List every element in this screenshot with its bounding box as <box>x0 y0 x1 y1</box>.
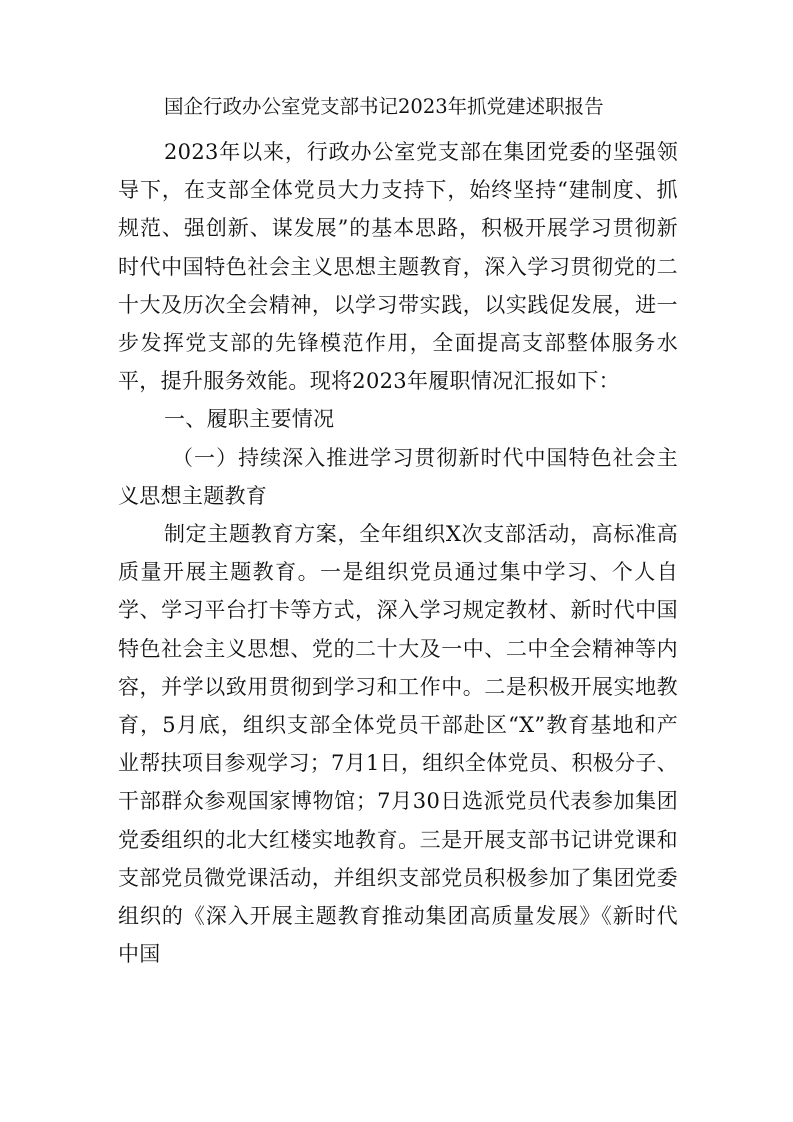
subsection-heading: （一）持续深入推进学习贯彻新时代中国特色社会主义思想主题教育 <box>118 445 678 508</box>
subsection-paragraph: 制定主题教育方案，全年组织X次支部活动，高标准高质量开展主题教育。一是组织党员通过集中学习、个人自学、学习平台打卡等方式，深入学习规定教材、新时代中国特色社会主义思想、党的二十大及一中、二中全会精神等内容，并学以致用贯彻到学习和工作中。二是积极开展实地教育，5月底，组织支部全体党员干部赴区“X”教育基地和产业帮扶项目参观学习；7月1日，组织全体党员、积极分子、干部群众参观国家博物馆；7月30日选派党员代表参加集团党委组织的北大红楼实地教育。三是开展支部书记讲党课和支部党员微党课活动，并组织支部党员积极参加了集团党委组织的《深入开展主题教育推动集团高质量发展》《新时代中国 <box>118 522 678 967</box>
document-title: 国企行政办公室党支部书记2023年抓党建述职报告 <box>164 95 604 118</box>
section-heading: 一、履职主要情况 <box>164 407 335 432</box>
document-body <box>118 133 678 973</box>
intro-paragraph: 2023年以来，行政办公室党支部在集团党委的坚强领导下，在支部全体党员大力支持下，始终坚持“建制度、抓规范、强创新、谋发展”的基本思路，积极开展学习贯彻新时代中国特色社会主义思想主题教育，深入学习贯彻党的二十大及历次全会精神，以学习带实践，以实践促发展，进一步发挥党支部的先锋模范作用，全面提高支部整体服务水平，提升服务效能。现将2023年履职情况汇报如下： <box>118 140 678 394</box>
